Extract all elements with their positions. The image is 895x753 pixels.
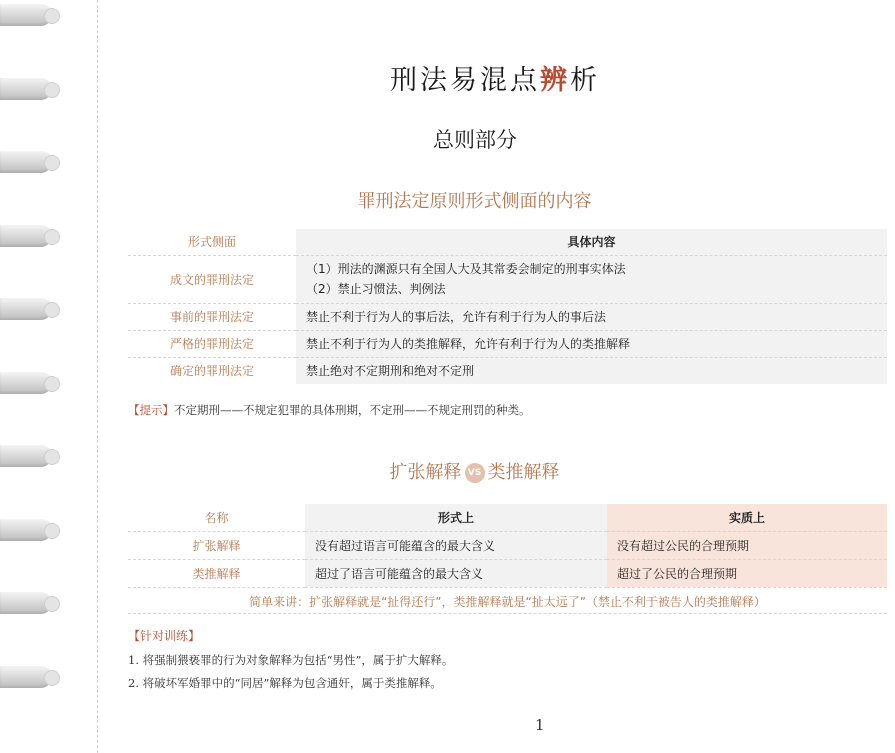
row-label: 扩张解释 bbox=[192, 538, 241, 553]
training-item: 1. 将强制猥亵罪的行为对象解释为包括“男性”，属于扩大解释。 bbox=[128, 653, 454, 667]
row-substance: 超过了公民的合理预期 bbox=[607, 559, 887, 587]
summary-note: 简单来讲：扩张解释就是“扯得还行”，类推解释就是“扯太远了”（禁止不利于被告人的类推解释） bbox=[128, 591, 887, 614]
vs-badge: VS bbox=[465, 463, 485, 483]
header-name: 名称 bbox=[204, 510, 229, 525]
row-content: 禁止不利于行为人的事后法，允许有利于行为人的事后法 bbox=[296, 303, 887, 330]
heading-left: 扩张解释 bbox=[389, 462, 462, 483]
table-row bbox=[128, 357, 887, 384]
binding-hole bbox=[44, 302, 60, 318]
row-label: 严格的罪刑法定 bbox=[169, 337, 254, 351]
binding-hole bbox=[44, 596, 60, 612]
header-form-aspect: 形式侧面 bbox=[187, 235, 236, 250]
binding-hole bbox=[44, 670, 60, 686]
training-item: 2. 将破坏军婚罪中的“同居”解释为包含通奸，属于类推解释。 bbox=[128, 676, 442, 690]
principle-table bbox=[128, 229, 887, 384]
row-label: 事前的罪刑法定 bbox=[169, 310, 254, 324]
section2-heading bbox=[0, 458, 895, 484]
heading-right: 类推解释 bbox=[487, 462, 560, 483]
spiral-binding bbox=[0, 0, 100, 753]
page-title bbox=[390, 58, 600, 97]
row-label: 成文的罪刑法定 bbox=[169, 272, 254, 287]
title-accent-char: 辨 bbox=[540, 65, 570, 96]
tip-label: 【提示】 bbox=[128, 403, 174, 417]
table-header-row bbox=[128, 229, 887, 255]
table-header-row bbox=[128, 504, 887, 531]
row-substance: 没有超过公民的合理预期 bbox=[607, 531, 887, 559]
binding-hole bbox=[44, 376, 60, 392]
section1-heading bbox=[0, 187, 895, 213]
table-row bbox=[128, 531, 887, 559]
page-subtitle bbox=[0, 124, 895, 154]
row-content: 禁止绝对不定期刑和绝对不定刑 bbox=[296, 357, 887, 384]
row-content bbox=[296, 255, 887, 303]
row-form: 没有超过语言可能蕴含的最大含义 bbox=[305, 531, 607, 559]
header-content: 具体内容 bbox=[296, 229, 887, 255]
binding-hole bbox=[44, 8, 60, 24]
table-row bbox=[128, 255, 887, 303]
row-content-line: （1）刑法的渊源只有全国人大及其常委会制定的刑事实体法 bbox=[306, 262, 626, 276]
training-heading: 【针对训练】 bbox=[128, 629, 201, 643]
tip-note bbox=[128, 402, 531, 418]
page-number: 1 bbox=[535, 716, 545, 734]
binding-hole bbox=[44, 155, 60, 171]
subtitle-text: 总则部分 bbox=[433, 128, 517, 152]
row-label: 确定的罪刑法定 bbox=[169, 364, 254, 379]
binding-hole bbox=[44, 523, 60, 539]
margin-dashed-line bbox=[97, 0, 98, 753]
row-content-line: （2）禁止习惯法、判例法 bbox=[306, 282, 446, 296]
section1-heading-text: 罪刑法定原则形式侧面的内容 bbox=[357, 191, 592, 212]
table-row bbox=[128, 303, 887, 330]
header-form: 形式上 bbox=[305, 504, 607, 531]
title-prefix: 刑法易混点 bbox=[390, 65, 540, 96]
tip-text: 不定期刑——不规定犯罪的具体刑期，不定刑——不规定刑罚的种类。 bbox=[174, 403, 531, 417]
row-content: 禁止不利于行为人的类推解释，允许有利于行为人的类推解释 bbox=[296, 330, 887, 357]
binding-hole bbox=[44, 229, 60, 245]
header-substance: 实质上 bbox=[607, 504, 887, 531]
title-suffix: 析 bbox=[570, 65, 600, 96]
row-label: 类推解释 bbox=[192, 566, 241, 581]
table-row bbox=[128, 330, 887, 357]
row-form: 超过了语言可能蕴含的最大含义 bbox=[305, 559, 607, 587]
comparison-table bbox=[128, 504, 887, 588]
table-row bbox=[128, 559, 887, 587]
binding-hole bbox=[44, 82, 60, 98]
